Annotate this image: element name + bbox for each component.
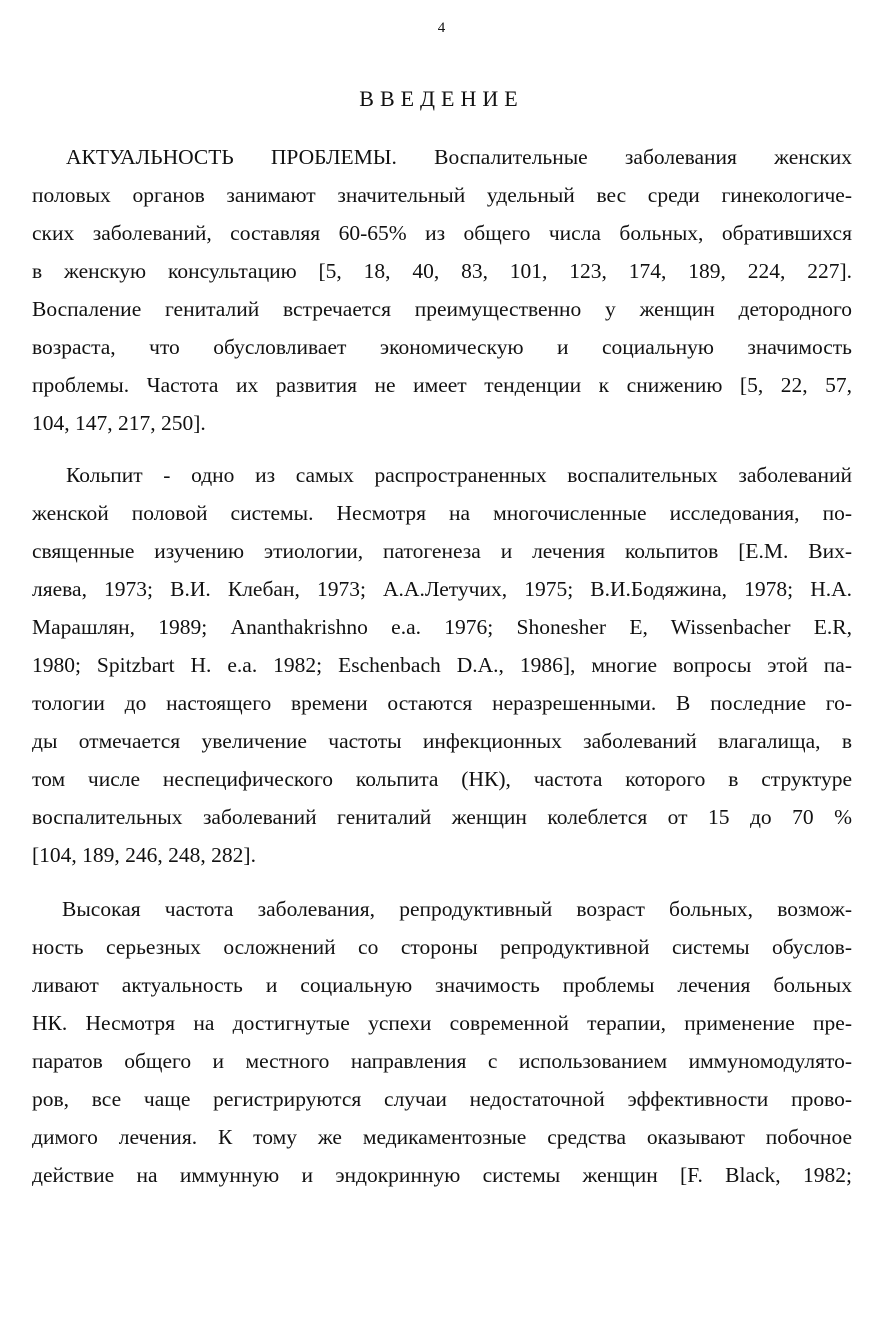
text-line: женской половой системы. Несмотря на многочисленные исследования, по-: [32, 501, 852, 525]
text-line: Кольпит - одно из самых распространенных воспалительных заболеваний: [66, 463, 852, 487]
text-line: тологии до настоящего времени остаются неразрешенными. В последние го-: [32, 691, 852, 715]
text-line: том числе неспецифического кольпита (НК), частота которого в структуре: [32, 767, 852, 791]
text-line: [104, 189, 246, 248, 282].: [32, 843, 256, 867]
text-line: 1980; Spitzbart H. e.a. 1982; Eschenbach D.A., 1986], многие вопросы этой па-: [32, 653, 852, 677]
text-line: возраста, что обусловливает экономическую и социальную значимость: [32, 335, 852, 359]
text-line: ливают актуальность и социальную значимость проблемы лечения больных: [32, 973, 852, 997]
text-line: НК. Несмотря на достигнутые успехи современной терапии, применение пре-: [32, 1011, 852, 1035]
text-line: ских заболеваний, составляя 60-65% из общего числа больных, обратившихся: [32, 221, 852, 245]
text-line: ров, все чаще регистрируются случаи недостаточной эффективности прово-: [32, 1087, 852, 1111]
text-line: воспалительных заболеваний гениталий женщин колеблется от 15 до 70 %: [32, 805, 852, 829]
text-line: в женскую консультацию [5, 18, 40, 83, 101, 123, 174, 189, 224, 227].: [32, 259, 852, 283]
text-line: Высокая частота заболевания, репродуктивный возраст больных, возмож-: [62, 897, 852, 921]
text-line: священные изучению этиологии, патогенеза и лечения кольпитов [Е.М. Вих-: [32, 539, 852, 563]
text-line: действие на иммунную и эндокринную системы женщин [F. Black, 1982;: [32, 1163, 852, 1187]
text-line: Воспаление гениталий встречается преимущественно у женщин детородного: [32, 297, 852, 321]
text-line: 104, 147, 217, 250].: [32, 411, 206, 435]
text-line: АКТУАЛЬНОСТЬ ПРОБЛЕМЫ. Воспалительные заболевания женских: [66, 145, 852, 169]
section-heading: ВВЕДЕНИЕ: [359, 86, 524, 111]
text-line: димого лечения. К тому же медикаментозные средства оказывают побочное: [32, 1125, 852, 1149]
text-line: ляева, 1973; В.И. Клебан, 1973; А.А.Летучих, 1975; В.И.Бодяжина, 1978; Н.А.: [32, 577, 852, 601]
text-line: проблемы. Частота их развития не имеет тенденции к снижению [5, 22, 57,: [32, 373, 852, 397]
text-line: половых органов занимают значительный удельный вес среди гинекологиче-: [32, 183, 852, 207]
page-number: 4: [437, 20, 446, 36]
text-line: ды отмечается увеличение частоты инфекционных заболеваний влагалища, в: [32, 729, 852, 753]
text-line: паратов общего и местного направления с использованием иммуномодулято-: [32, 1049, 852, 1073]
text-line: Марашлян, 1989; Ananthakrishno e.a. 1976; Shonesher E, Wissenbacher E.R,: [32, 615, 852, 639]
text-line: ность серьезных осложнений со стороны репродуктивной системы обуслов-: [32, 935, 852, 959]
